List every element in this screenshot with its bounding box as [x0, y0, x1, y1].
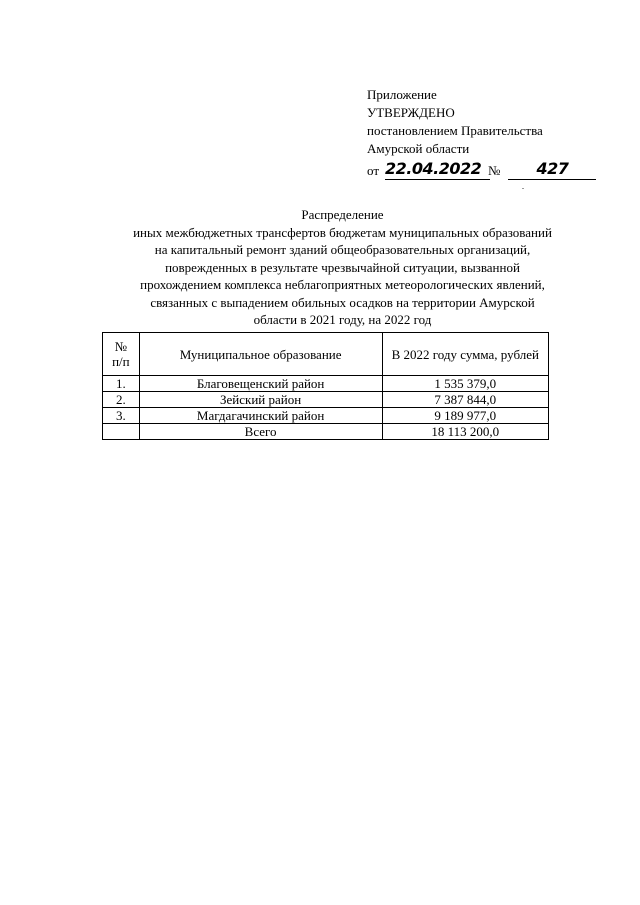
number-sign: № — [488, 163, 501, 178]
table-row — [103, 392, 549, 408]
document-title: Распределение — [301, 207, 384, 222]
row-municipality: Магдагачинский район — [139, 408, 382, 424]
row-amount: 1 535 379,0 — [382, 376, 548, 392]
header-number-abbr: п/п — [112, 354, 130, 369]
row-amount: 9 189 977,0 — [382, 408, 548, 424]
row-municipality: Благовещенский район — [139, 376, 382, 392]
heading-line: на капитальный ремонт зданий общеобразовательных организаций, — [154, 242, 531, 257]
table-header-row — [103, 333, 549, 376]
region-label: Амурской области — [367, 141, 470, 156]
row-number: 2. — [103, 392, 140, 408]
row-amount: 7 387 844,0 — [382, 392, 548, 408]
scan-speck — [522, 188, 524, 189]
approved-label: УТВЕРЖДЕНО — [367, 105, 455, 120]
document-heading — [90, 206, 595, 329]
approval-block — [367, 86, 607, 180]
table-row — [103, 408, 549, 424]
distribution-table — [102, 332, 549, 440]
header-amount: В 2022 году сумма, рублей — [382, 333, 548, 376]
header-number-sign: № — [114, 339, 128, 354]
date-prefix: от — [367, 163, 380, 178]
total-number — [103, 424, 140, 440]
heading-line: связанных с выпадением обильных осадков на территории Амурской — [150, 294, 535, 310]
total-amount: 18 113 200,0 — [382, 424, 548, 440]
date-number-line — [367, 158, 607, 180]
table-total-row — [103, 424, 549, 440]
heading-line: прохождением комплекса неблагоприятных метеорологических явлений, — [140, 277, 545, 292]
table-row — [103, 376, 549, 392]
header-number-cell — [103, 333, 140, 376]
appendix-label: Приложение — [367, 87, 437, 102]
header-municipality: Муниципальное образование — [139, 333, 382, 376]
handwritten-date: 22.04.2022 — [385, 160, 490, 180]
resolution-label: постановлением Правительства — [367, 123, 543, 138]
total-label: Всего — [139, 424, 382, 440]
row-municipality: Зейский район — [139, 392, 382, 408]
row-number: 1. — [103, 376, 140, 392]
heading-line: области в 2021 году, на 2022 год — [253, 312, 432, 327]
heading-line: иных межбюджетных трансфертов бюджетам муниципальных образований — [133, 224, 552, 240]
row-number: 3. — [103, 408, 140, 424]
handwritten-number: 427 — [508, 160, 596, 180]
heading-line: поврежденных в результате чрезвычайной ситуации, вызванной — [165, 259, 520, 275]
